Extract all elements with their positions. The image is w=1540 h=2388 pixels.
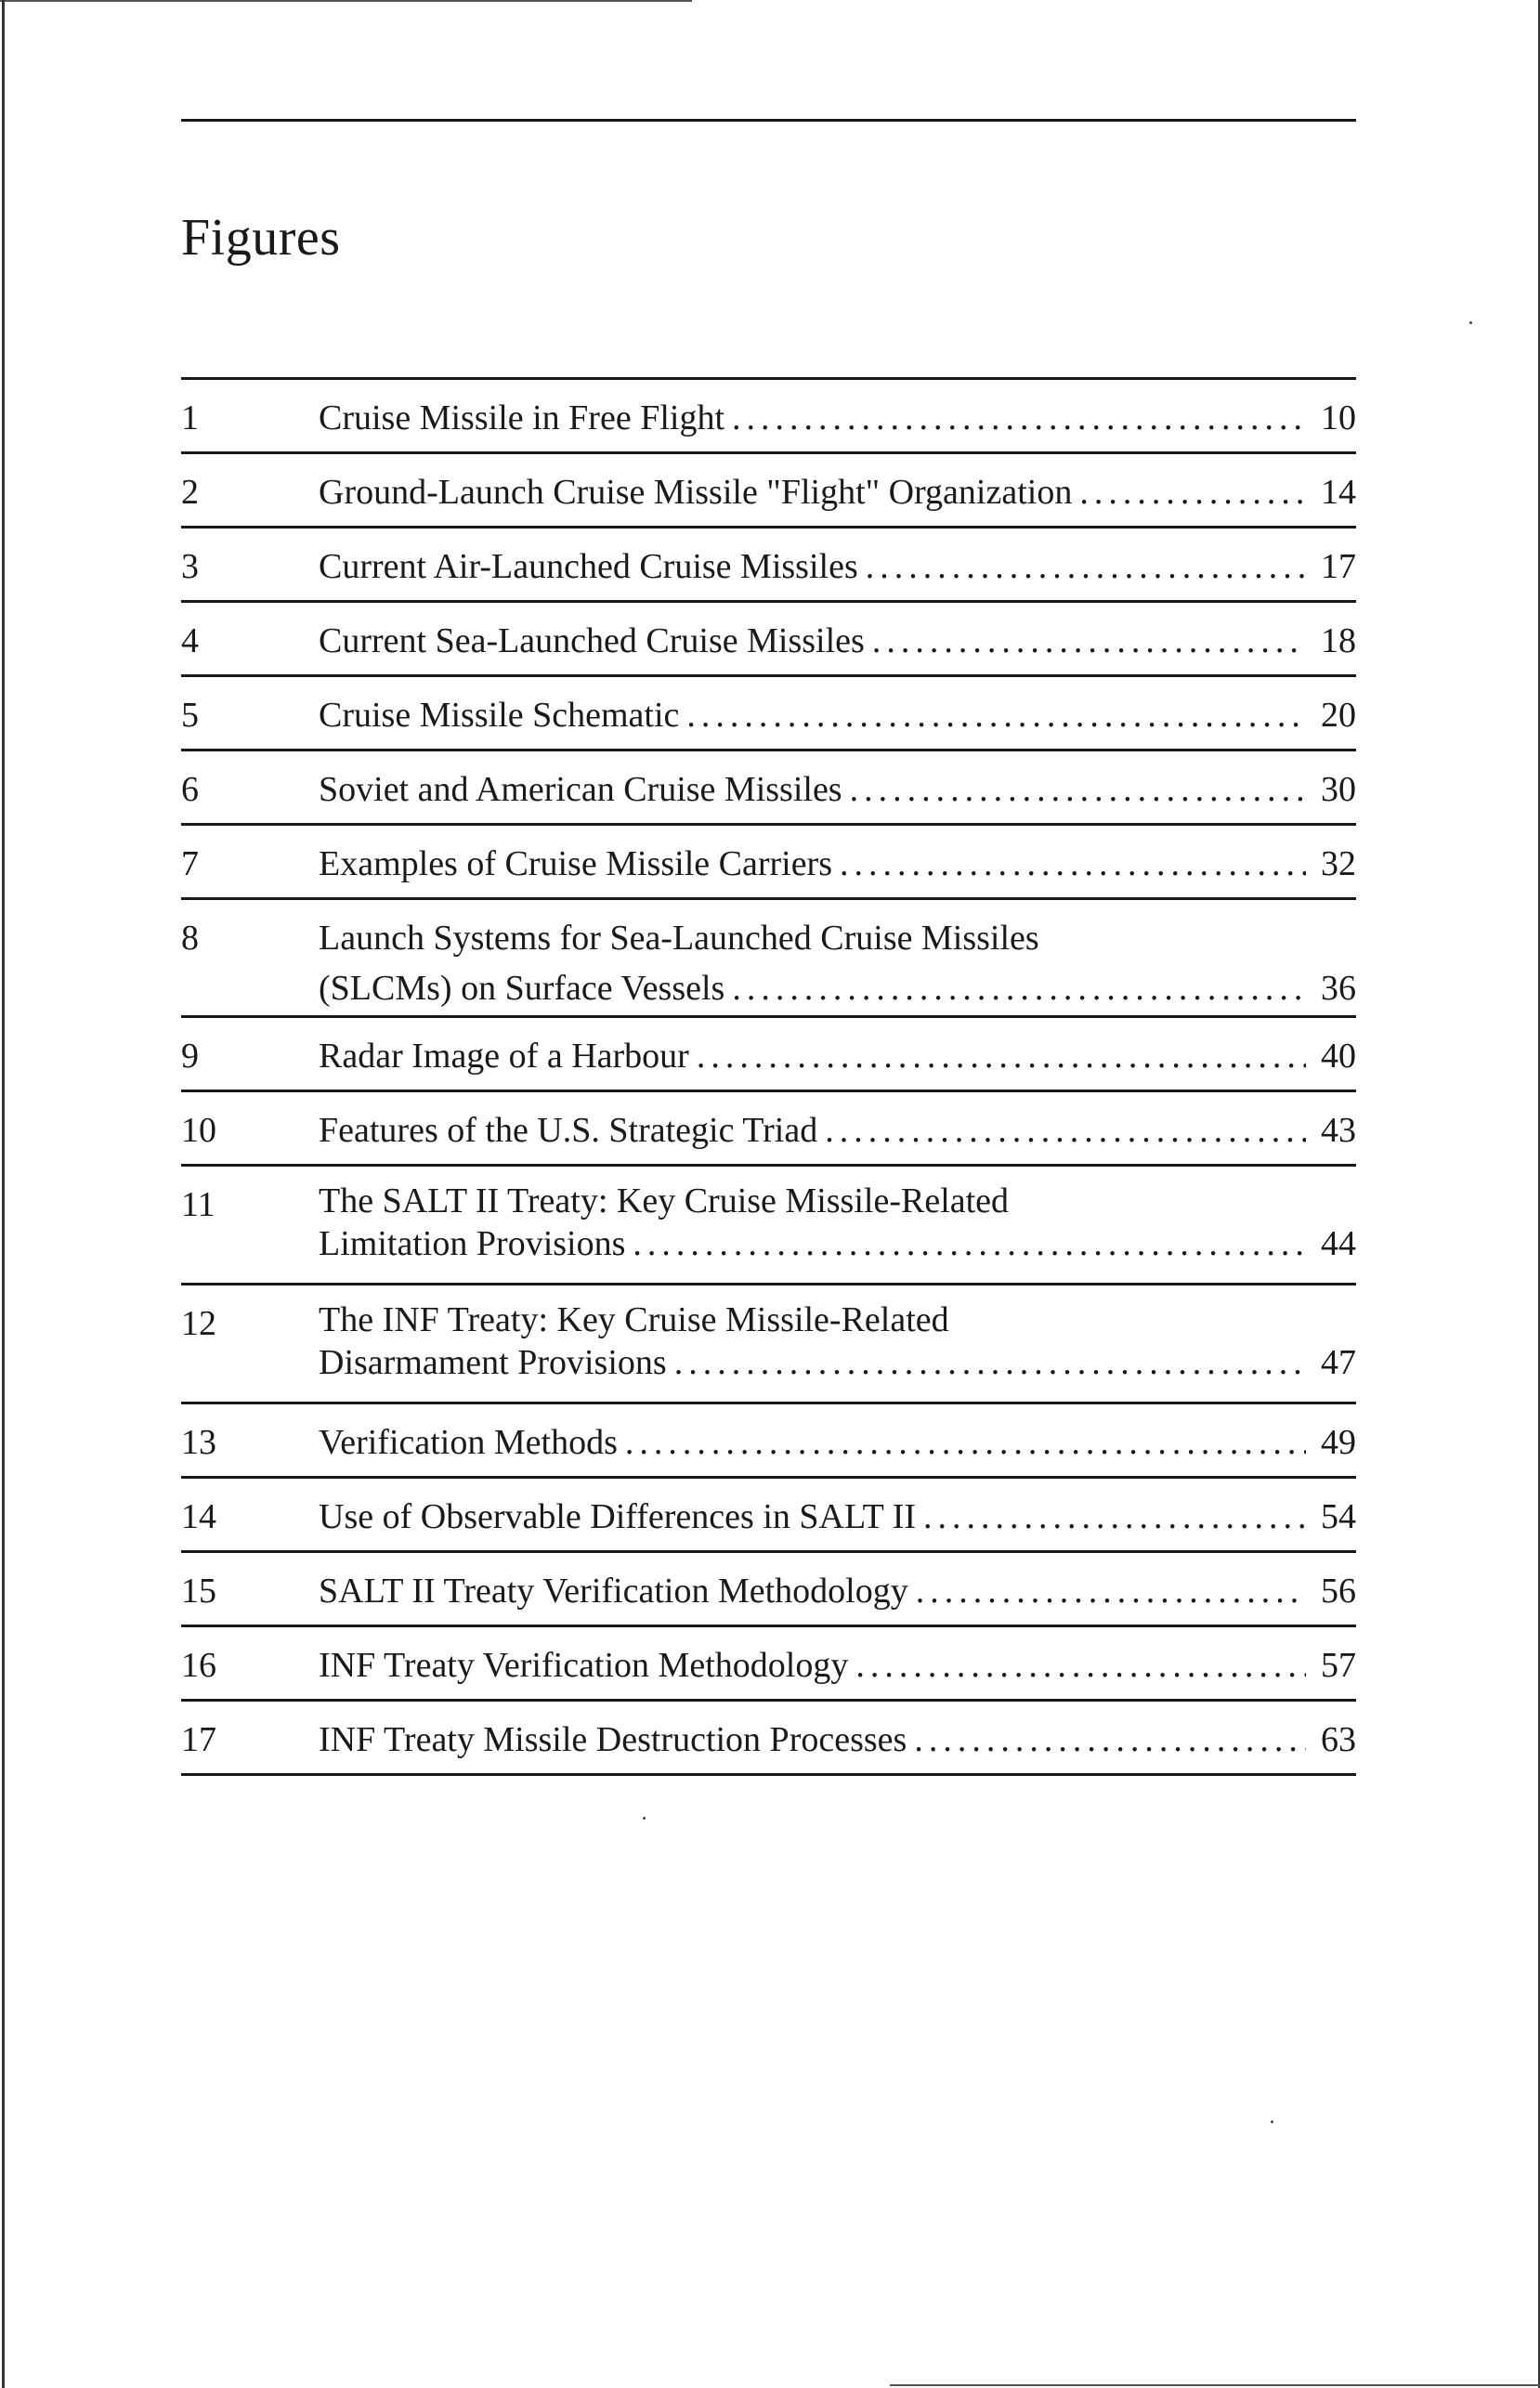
- figure-page: 10: [1321, 398, 1356, 437]
- figure-number: 14: [181, 1497, 216, 1536]
- dot-leader: [732, 963, 1306, 1013]
- figure-title: Examples of Cruise Missile Carriers: [319, 844, 833, 883]
- figure-page: 57: [1321, 1646, 1356, 1685]
- figure-number: 7: [181, 844, 199, 883]
- dot-leader: [872, 616, 1306, 666]
- figure-title: Soviet and American Cruise Missiles: [319, 770, 842, 809]
- figure-number: 4: [181, 621, 199, 660]
- figure-entry-10[interactable]: [181, 1092, 1356, 1167]
- figure-title: SALT II Treaty Verification Methodology: [319, 1572, 908, 1611]
- figure-page: 20: [1321, 696, 1356, 735]
- figure-page: 44: [1321, 1224, 1356, 1263]
- figure-entry-11[interactable]: [181, 1167, 1356, 1285]
- figure-title-line: [319, 690, 1356, 740]
- figure-page: 47: [1321, 1343, 1356, 1382]
- figure-title: INF Treaty Verification Methodology: [319, 1646, 849, 1685]
- top-rule: [181, 119, 1356, 122]
- dot-leader: [825, 1105, 1306, 1155]
- figure-title-line: [319, 1105, 1356, 1155]
- scan-speck: [643, 1817, 646, 1820]
- scan-speck: [1271, 2120, 1273, 2123]
- figure-title-line: [319, 393, 1356, 443]
- figure-title-line: [319, 1492, 1356, 1542]
- figure-entry-13[interactable]: [181, 1404, 1356, 1479]
- figure-title-line: [319, 1640, 1356, 1690]
- dot-leader: [855, 1640, 1306, 1690]
- figure-page: 36: [1321, 969, 1356, 1008]
- figure-title: Verification Methods: [319, 1423, 618, 1462]
- figure-page: 14: [1321, 473, 1356, 512]
- figure-entry-8[interactable]: [181, 900, 1356, 1018]
- dot-leader: [850, 764, 1306, 815]
- figure-title-line: [319, 467, 1356, 517]
- scan-edge-top: [0, 0, 692, 2]
- figure-page: 18: [1321, 621, 1356, 660]
- figure-number: 15: [181, 1572, 216, 1611]
- figure-entry-9[interactable]: [181, 1018, 1356, 1092]
- figure-number: 6: [181, 770, 199, 809]
- figure-title-line: [319, 542, 1356, 592]
- dot-leader: [732, 393, 1306, 443]
- figure-title: Radar Image of a Harbour: [319, 1037, 689, 1076]
- dot-leader: [1079, 467, 1306, 517]
- figure-title-line: [319, 1566, 1356, 1616]
- scan-speck: [1469, 321, 1472, 324]
- figure-title: Current Sea-Launched Cruise Missiles: [319, 621, 865, 660]
- figure-entry-17[interactable]: [181, 1702, 1356, 1776]
- figure-entry-12[interactable]: [181, 1285, 1356, 1404]
- figure-page: 40: [1321, 1037, 1356, 1076]
- figure-title-line: [319, 1222, 1356, 1265]
- dot-leader: [923, 1492, 1306, 1542]
- figure-number: 12: [181, 1304, 216, 1343]
- figure-title-line: [319, 963, 1356, 1013]
- scan-edge-left: [2, 0, 5, 2388]
- figure-page: 49: [1321, 1423, 1356, 1462]
- figure-title-line: [319, 839, 1356, 889]
- figure-number: 10: [181, 1111, 216, 1150]
- figure-number: 17: [181, 1720, 216, 1759]
- page-title: Figures: [181, 209, 341, 267]
- figure-number: 5: [181, 696, 199, 735]
- figure-entry-5[interactable]: [181, 677, 1356, 751]
- figure-entry-7[interactable]: [181, 826, 1356, 900]
- figure-title: The SALT II Treaty: Key Cruise Missile-Related: [319, 1181, 1010, 1220]
- figure-title-line: [319, 1417, 1356, 1468]
- figure-page: 43: [1321, 1111, 1356, 1150]
- figure-title-block: [319, 1298, 1356, 1384]
- figure-title: INF Treaty Missile Destruction Processes: [319, 1720, 907, 1759]
- figure-title: The INF Treaty: Key Cruise Missile-Related: [319, 1300, 949, 1339]
- figure-entry-14[interactable]: [181, 1479, 1356, 1553]
- dot-leader: [633, 1222, 1306, 1265]
- dot-leader: [916, 1566, 1306, 1616]
- figure-entry-2[interactable]: [181, 454, 1356, 528]
- figure-title-line: [319, 616, 1356, 666]
- figure-number: 2: [181, 473, 199, 512]
- figure-entry-15[interactable]: [181, 1553, 1356, 1627]
- figure-title-continued: (SLCMs) on Surface Vessels: [319, 969, 725, 1008]
- dot-leader: [840, 839, 1306, 889]
- figure-page: 54: [1321, 1497, 1356, 1536]
- figure-number: 11: [181, 1185, 215, 1224]
- figure-entry-1[interactable]: [181, 380, 1356, 454]
- figure-page: 32: [1321, 844, 1356, 883]
- figure-title: Features of the U.S. Strategic Triad: [319, 1111, 818, 1150]
- figure-title: Use of Observable Differences in SALT II: [319, 1497, 917, 1536]
- figure-number: 3: [181, 547, 199, 586]
- dot-leader: [697, 1031, 1306, 1081]
- figure-title-continued: Disarmament Provisions: [319, 1343, 667, 1382]
- figure-number: 13: [181, 1423, 216, 1462]
- figure-number: 9: [181, 1037, 199, 1076]
- figure-title: Current Air-Launched Cruise Missiles: [319, 547, 858, 586]
- figure-number: 1: [181, 398, 199, 437]
- figure-title-line: [319, 1031, 1356, 1081]
- figure-page: 17: [1321, 547, 1356, 586]
- figure-entry-6[interactable]: [181, 751, 1356, 826]
- figure-page: 30: [1321, 770, 1356, 809]
- figure-title-line: [319, 764, 1356, 815]
- scan-edge-bottom: [890, 2384, 1540, 2386]
- figure-entry-16[interactable]: [181, 1627, 1356, 1702]
- figure-title-line: [319, 1341, 1356, 1384]
- figure-title-continued: Limitation Provisions: [319, 1224, 626, 1263]
- figure-title: Cruise Missile in Free Flight: [319, 398, 724, 437]
- dot-leader: [625, 1417, 1306, 1468]
- figure-title-block: [319, 913, 1356, 1013]
- figure-title-line: [319, 1715, 1356, 1765]
- figure-title: Cruise Missile Schematic: [319, 696, 680, 735]
- figure-number: 8: [181, 919, 199, 958]
- figure-title: Launch Systems for Sea-Launched Cruise Missiles: [319, 919, 1039, 958]
- figure-number: 16: [181, 1646, 216, 1685]
- figure-page: 63: [1321, 1720, 1356, 1759]
- dot-leader: [866, 542, 1306, 592]
- dot-leader: [914, 1715, 1306, 1765]
- figure-title: Ground-Launch Cruise Missile "Flight" Organization: [319, 473, 1073, 512]
- figure-entry-3[interactable]: [181, 528, 1356, 603]
- figure-title-block: [319, 1180, 1356, 1265]
- dot-leader: [674, 1341, 1306, 1384]
- dot-leader: [686, 690, 1306, 740]
- figure-page: 56: [1321, 1572, 1356, 1611]
- figure-list: [181, 377, 1356, 1776]
- figure-entry-4[interactable]: [181, 603, 1356, 677]
